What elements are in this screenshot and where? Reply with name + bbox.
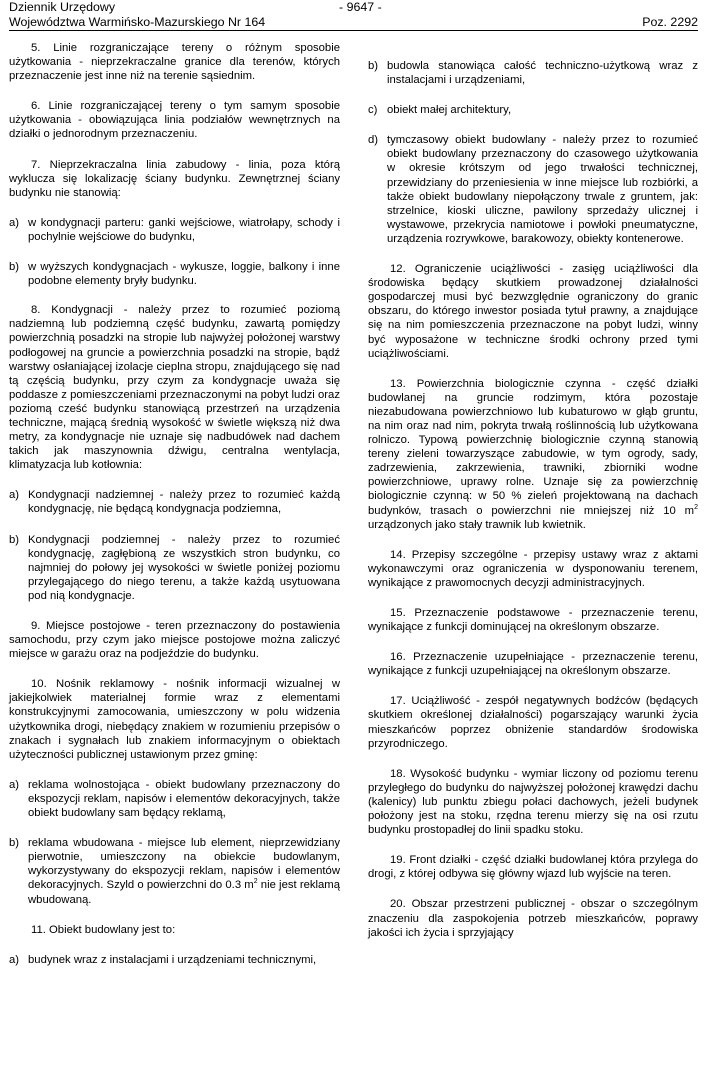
position-number: Poz. 2292 bbox=[642, 15, 698, 29]
list-label: a) bbox=[9, 489, 20, 502]
list-item-11b bbox=[368, 59, 698, 87]
paragraph-14: 14. Przepisy szczególne - przepisy ustawy wraz z aktami wykonawczymi oraz ograniczenia w dysponowaniu terenem, wynikające z prawomocnych decyzji administracyjnych. bbox=[368, 548, 698, 589]
list-text: w kondygnacji parteru: ganki wejściowe, wiatrołapy, schody i pochylnie wejściowe do budynku, bbox=[28, 216, 340, 243]
paragraph-12: 12. Ograniczenie uciążliwości - zasięg uciążliwości dla środowiska będący skutkiem prowadzonej działalności gospodarczej musi być bezwzględnie ograniczony do granic obszaru, do którego inwestor posiada tytuł prawny, a znajdujące się na nim pomieszczenia przeznaczone na pobyt ludzi, winny być wyposażone w techniczne środki ochrony przed tymi uciążliwościami. bbox=[368, 263, 698, 360]
list-item-10b bbox=[9, 836, 340, 906]
list-label: b) bbox=[368, 60, 379, 72]
paragraph-20: 20. Obszar przestrzeni publicznej - obszar o szczególnym znaczeniu dla zaspokojenia potrzeb mieszkańców, poprawy jakości ich życia i sprzyjający bbox=[368, 898, 698, 939]
list-item-7a bbox=[9, 216, 340, 244]
superscript: 2 bbox=[694, 503, 698, 511]
list-text: Kondygnacji podziemnej - należy przez to rozumieć kondygnację, zagłębioną ze wszystkich stron budynku, co najmniej do połowy jej wysokości w świetle poniżej poziomu przylegającego do niego terenu, a także każdą usytuowana pod nią kondygnacje. bbox=[28, 533, 340, 602]
list-text: tymczasowy obiekt budowlany - należy przez to rozumieć obiekt budowlany przeznaczony do czasowego użytkowania w okresie krótszym od jego trwałości technicznej, przewidziany do przeniesienia w inne miejsce lub rozbiórki, a także obiekt budowlany niepołączony trwale z gruntem, jak: strzelnice, kioski uliczne, pawilony sprzedaży ulicznej i wystawowe, przekrycia namiotowe i powłoki pneumatyczne, urządzenia rozrywkowe, barakowozy, obiekty kontenerowe. bbox=[387, 134, 698, 245]
journal-title: Dziennik Urzędowy bbox=[9, 0, 116, 14]
list-label: c) bbox=[368, 104, 378, 117]
paragraph-7: 7. Nieprzekraczalna linia zabudowy - linia, poza którą wyklucza się lokalizację ściany budynku. Zewnętrznej ściany budynku nie stanowią: bbox=[9, 158, 340, 199]
list-text: Kondygnacji nadziemnej - należy przez to rozumieć każdą kondygnację, nie będącą kondygnacja podziemna, bbox=[28, 489, 340, 516]
paragraph-9: 9. Miejsce postojowe - teren przeznaczony do postawienia samochodu, przy czym jako miejsce postojowe można zaliczyć miejsce w garażu oraz na podjeździe do budynku. bbox=[9, 620, 340, 661]
paragraph-13 bbox=[368, 377, 698, 532]
list-label: b) bbox=[9, 837, 20, 850]
paragraph-6: 6. Linie rozgraniczającej tereny o tym samym sposobie użytkowania - obowiązująca linia podziałów wewnętrznych na działki o jednorodnym przeznaczeniu. bbox=[9, 100, 340, 141]
list-text: reklama wbudowana - miejsce lub element, nieprzewidziany pierwotnie, umieszczony na obiekcie budowlanym, wykorzystywany do ekspozycji reklam, napisów i elementów dekoracyjnych. Szyld o powierzchni do 0.3 m bbox=[28, 837, 340, 892]
list-text: obiekt małej architektury, bbox=[387, 104, 512, 117]
list-label: a) bbox=[9, 778, 20, 791]
paragraph-17: 17. Uciążliwość - zespół negatywnych bodźców (będących skutkiem określonej działalności) pogarszający warunki życia mieszkańców poprzez obniżenie standardów środowiska przyrodniczego. bbox=[368, 695, 698, 750]
page-number: - 9647 - bbox=[339, 0, 382, 14]
list-text-tail: nie jest reklamą wbudowaną. bbox=[28, 879, 340, 906]
left-column bbox=[9, 41, 340, 967]
list-label: a) bbox=[9, 216, 20, 229]
paragraph-13-tail: urządzonych jako stały trawnik lub kwietnik. bbox=[368, 518, 586, 531]
list-item-7b bbox=[9, 260, 340, 288]
list-label: b) bbox=[9, 261, 20, 274]
list-text: w wyższych kondygnacjach - wykusze, loggie, balkony i inne podobne elementy bryły budynku. bbox=[28, 261, 340, 288]
superscript: 2 bbox=[253, 878, 258, 886]
paragraph-5: 5. Linie rozgraniczające tereny o różnym sposobie użytkowania - nieprzekraczalne granice dla terenów, których przeznaczenie jest inne niż na terenie sąsiednim. bbox=[9, 42, 340, 83]
paragraph-10: 10. Nośnik reklamowy - nośnik informacji wizualnej w jakiejkolwiek materialnej formie wraz z elementami konstrukcyjnymi zamocowania, umieszczony w polu widzenia użytkownika drogi, niebędący znakiem w rozumieniu przepisów o znakach i sygnałach lub znakiem informacyjnym o obiektach użyteczności publicznej ustawionym przez gminę: bbox=[9, 678, 340, 761]
list-text: reklama wolnostojąca - obiekt budowlany przeznaczony do ekspozycji reklam, napisów i elementów dekoracyjnych, także obiekt budowlany sam będący reklamą, bbox=[28, 778, 340, 820]
journal-subtitle: Województwa Warmińsko-Mazurskiego Nr 164 bbox=[9, 15, 266, 29]
right-column bbox=[368, 59, 698, 940]
list-item-11a bbox=[9, 953, 340, 967]
list-label: b) bbox=[9, 533, 20, 546]
list-item-11d bbox=[368, 133, 698, 246]
list-label: d) bbox=[368, 134, 379, 147]
list-item-11c bbox=[368, 103, 698, 117]
list-item-8a bbox=[9, 488, 340, 516]
list-item-8b bbox=[9, 533, 340, 603]
list-text: budynek wraz z instalacjami i urządzeniami technicznymi, bbox=[28, 953, 317, 966]
paragraph-16: 16. Przeznaczenie uzupełniające - przeznaczenie terenu, wynikające z funkcji uzupełniającej na określonym obszarze. bbox=[368, 651, 698, 678]
page-header bbox=[9, 0, 698, 31]
paragraph-11: 11. Obiekt budowlany jest to: bbox=[31, 923, 176, 936]
list-item-10a bbox=[9, 778, 340, 820]
paragraph-13-text: 13. Powierzchnia biologicznie czynna - część działki budowlanej na gruncie rodzimym, która pozostaje niezabudowana powierzchniowo lub kubaturowo w głąb gruntu, na nim oraz nad nim, pokryta trwałą roślinnością lub użytkowana rolniczo. Typową powierzchnię biologicznie czynną stanowią tereny zieleni towarzyszące zabudowie, w tym ogrody, sady, zadrzewienia, zakrzewienia, trawniki, zbiorniki wodne powierzchniowe, uprawy rolne. Uznaje się za powierzchnię biologicznie czynną: w 50 % zieleń projektowaną na dachach budynków, trasach o powierzchni nie mniejszej niż 10 m bbox=[368, 377, 698, 517]
paragraph-18: 18. Wysokość budynku - wymiar liczony od poziomu terenu przyległego do budynku do najwyższej położonej krawędzi dachu (kalenicy) lub punktu zbiegu połaci dachowych, jeżeli budynek położony jest na stoku, rzędna terenu mierzy się na osi rzutu budynku prostopadłej do linii spadku stoku. bbox=[368, 767, 698, 837]
paragraph-19: 19. Front działki - część działki budowlanej która przylega do drogi, z której odbywa się główny wjazd lub wyjście na teren. bbox=[368, 854, 698, 881]
paragraph-15: 15. Przeznaczenie podstawowe - przeznaczenie terenu, wynikające z funkcji dominującej na określonym obszarze. bbox=[368, 607, 698, 634]
paragraph-8: 8. Kondygnacji - należy przez to rozumieć poziomą nadziemną lub podziemną część budynku, zawartą pomiędzy powierzchnią posadzki na stropie lub najwyżej położonej warstwy podłogowej na gruncie a powierzchnia posadzki na stropie, bądź warstwy osłaniającej izolacje cieplna stropu, znajdującego się nad tą częścią budynku, przy czym za kondygnacje uważa się poddasze z pomieszczeniami przeznaczonymi na pobyt ludzi oraz poziomą cześć budynku stanowiącą przestrzeń na urządzenia techniczne, mającą średnią wysokość w świetle większą niż dwa metry, za kondygnacje nie uznaje się nadbudówek nad dachem takich jak maszynownia dźwigu, centralna wentylacja, klimatyzacja lub kotłownia: bbox=[9, 304, 340, 472]
list-text: budowla stanowiąca całość techniczno-użytkową wraz z instalacjami i urządzeniami, bbox=[387, 60, 698, 87]
list-label: a) bbox=[9, 953, 20, 966]
